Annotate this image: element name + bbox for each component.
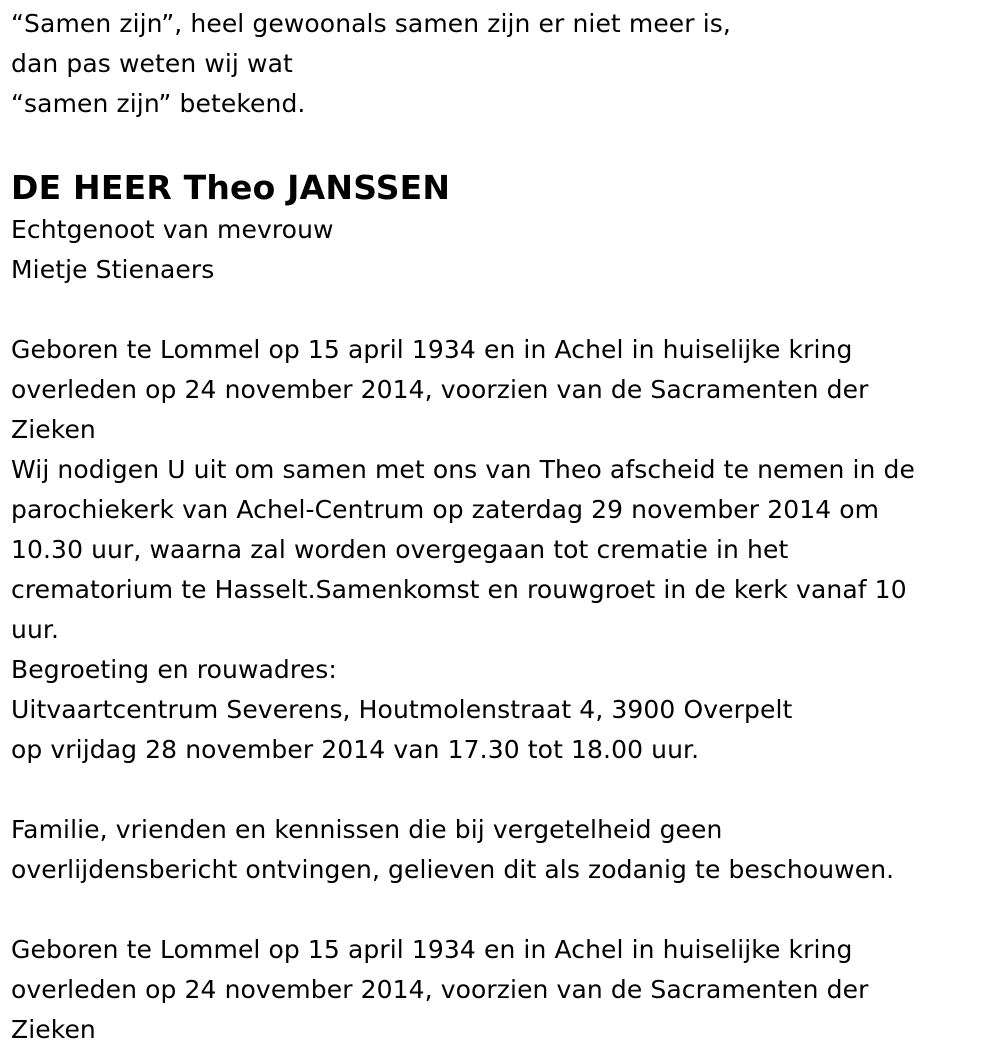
body-line: uur. (11, 615, 60, 644)
obituary-document (11, 4, 996, 1050)
body-line: overleden op 24 november 2014, voorzien van de Sacramenten der (11, 375, 869, 404)
deceased-name-title: DE HEER Theo JANSSEN (11, 168, 451, 207)
spouse-line: Echtgenoot van mevrouw (11, 215, 334, 244)
poem-line: dan pas weten wij wat (11, 49, 293, 78)
notice-block (11, 810, 996, 890)
spouse-block (11, 210, 996, 290)
spacer (11, 290, 996, 330)
repeat-line: Geboren te Lommel op 15 april 1934 en in Achel in huiselijke kring (11, 935, 853, 964)
spacer (11, 770, 996, 810)
body-line: Uitvaartcentrum Severens, Houtmolenstraat 4, 3900 Overpelt (11, 695, 793, 724)
body-line: 10.30 uur, waarna zal worden overgegaan tot crematie in het (11, 535, 789, 564)
body-line: Zieken (11, 415, 96, 444)
repeat-block (11, 930, 996, 1050)
announcement-body (11, 330, 996, 770)
notice-line: overlijdensbericht ontvingen, gelieven dit als zodanig te beschouwen. (11, 855, 895, 884)
spouse-line: Mietje Stienaers (11, 255, 215, 284)
spacer (11, 890, 996, 930)
repeat-line: Zieken (11, 1015, 96, 1044)
poem-line: “Samen zijn”, heel gewoonals samen zijn er niet meer is, (11, 9, 731, 38)
poem-line: “samen zijn” betekend. (11, 89, 306, 118)
body-line: Geboren te Lommel op 15 april 1934 en in Achel in huiselijke kring (11, 335, 853, 364)
poem-block (11, 4, 996, 124)
spacer (11, 124, 996, 164)
repeat-line: overleden op 24 november 2014, voorzien van de Sacramenten der (11, 975, 869, 1004)
body-line: Wij nodigen U uit om samen met ons van Theo afscheid te nemen in de (11, 455, 915, 484)
notice-line: Familie, vrienden en kennissen die bij vergetelheid geen (11, 815, 723, 844)
body-line: parochiekerk van Achel-Centrum op zaterdag 29 november 2014 om (11, 495, 880, 524)
body-line: op vrijdag 28 november 2014 van 17.30 tot 18.00 uur. (11, 735, 700, 764)
body-line: crematorium te Hasselt.Samenkomst en rouwgroet in de kerk vanaf 10 (11, 575, 907, 604)
body-line: Begroeting en rouwadres: (11, 655, 337, 684)
